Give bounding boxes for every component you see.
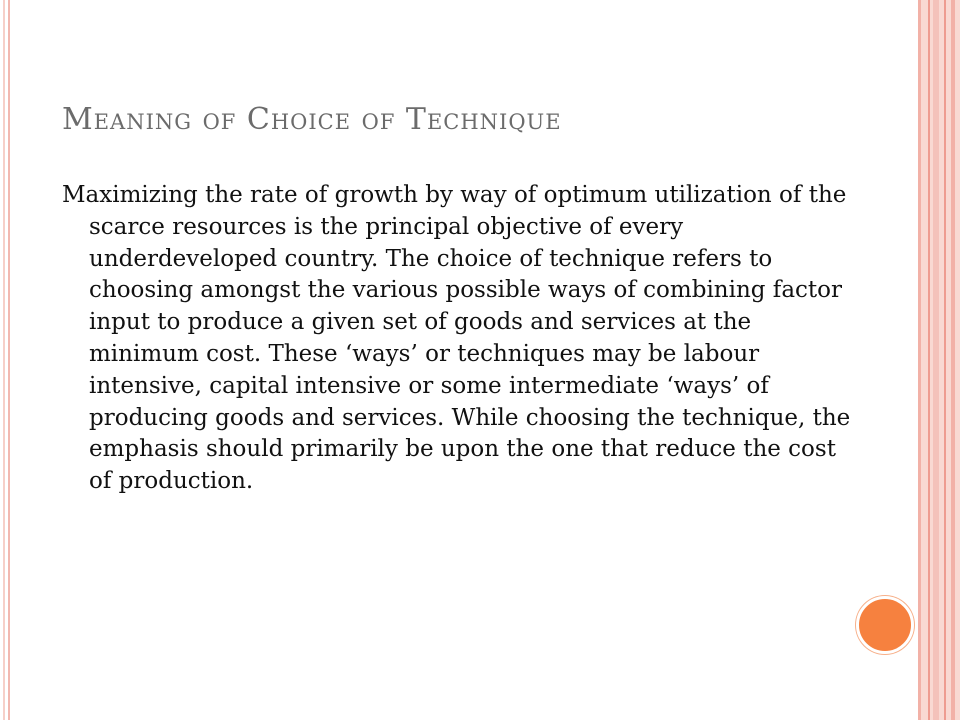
band-stripe bbox=[944, 0, 946, 720]
body-paragraph: Maximizing the rate of growth by way of optimum utilization of the scarce resources is the principal objective of every underdeveloped country. The choice of technique refers to choosing amongst the various possible ways of combining factor input to produce a given set of goods and services at the minimum cost. These ‘ways’ or techniques may be labour intensive, capital intensive or some intermediate ‘ways’ of producing goods and services. While choosing the technique, the emphasis should primarily be upon the one that reduce the cost of production. bbox=[62, 182, 851, 495]
band-stripe bbox=[951, 0, 955, 720]
left-border-line bbox=[3, 0, 5, 720]
band-stripe bbox=[928, 0, 930, 720]
left-border-decoration bbox=[0, 0, 10, 720]
orange-circle-decoration bbox=[856, 596, 914, 654]
slide-title: Meaning of Choice of Technique bbox=[62, 102, 562, 137]
band-stripe bbox=[933, 0, 939, 720]
band-stripe bbox=[918, 0, 921, 720]
slide-body bbox=[62, 180, 852, 498]
right-decorative-band bbox=[918, 0, 960, 720]
